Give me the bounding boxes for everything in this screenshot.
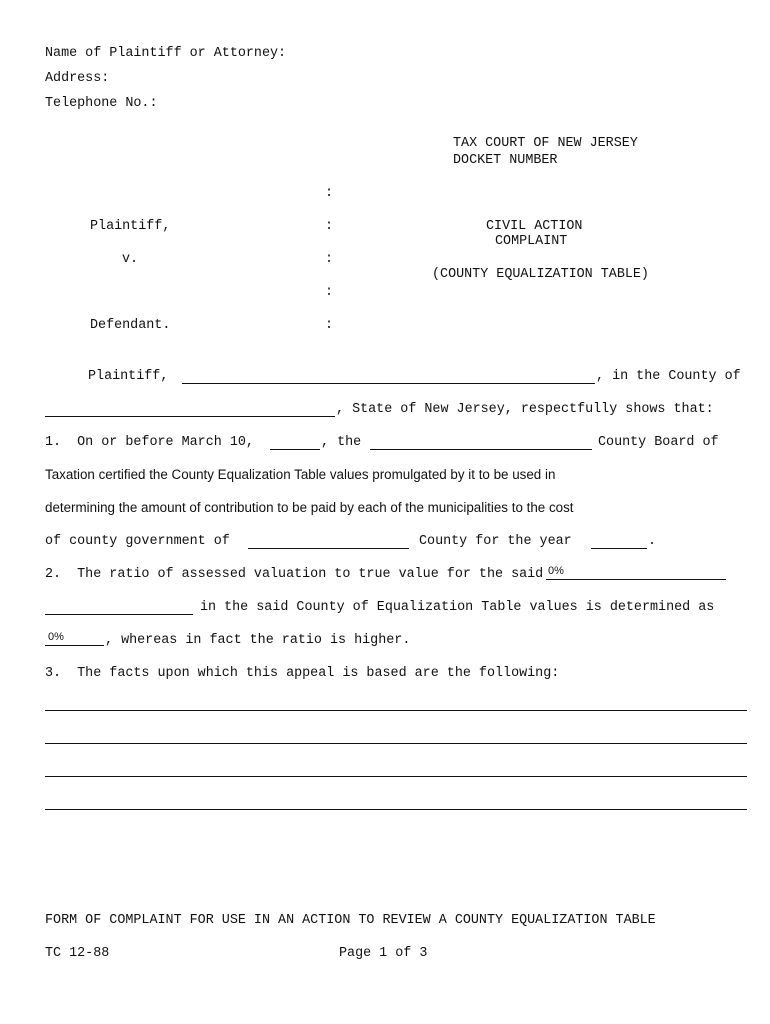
complaint-subtitle: (COUNTY EQUALIZATION TABLE) [432,267,649,282]
ratio-determined-value[interactable]: 0% [48,631,64,643]
para1-line3: determining the amount of contribution to be paid by each of the municipalities to the cost [45,500,574,515]
form-number: TC 12-88 [45,946,110,961]
address-label: Address: [45,71,110,86]
court-name: TAX COURT OF NEW JERSEY [453,136,638,151]
tax-year-field[interactable] [591,534,647,549]
caption-defendant: Defendant. [90,318,171,333]
certification-year-field[interactable] [270,435,320,450]
para1-the: , the [321,435,362,450]
county-for-year-label: County for the year [419,534,572,549]
facts-line-1[interactable] [45,696,747,711]
form-title: FORM OF COMPLAINT FOR USE IN AN ACTION TO REVIEW A COUNTY EQUALIZATION TABLE [45,913,656,928]
plaintiff-intro-label: Plaintiff, [88,369,169,384]
ratio-said-underline [546,579,726,580]
para1-lead: 1. On or before March 10, [45,435,254,450]
complaint-label: COMPLAINT [495,234,568,249]
ratio-said-value[interactable]: 0% [548,565,564,577]
name-label: Name of Plaintiff or Attorney: [45,46,287,61]
state-statement-label: , State of New Jersey, respectfully shows that: [336,402,714,417]
plaintiff-name-field[interactable] [182,369,595,384]
caption-colon: : [325,318,334,333]
caption-colon: : [325,219,334,234]
facts-line-4[interactable] [45,795,747,810]
caption-plaintiff: Plaintiff, [90,219,171,234]
para2-middle: in the said County of Equalization Table values is determined as [200,600,715,615]
civil-action-label: CIVIL ACTION [486,219,583,234]
facts-line-2[interactable] [45,729,747,744]
caption-colon: : [325,252,334,267]
municipality-field[interactable] [45,600,193,615]
caption-colon: : [325,186,334,201]
para3-label: 3. The facts upon which this appeal is based are the following: [45,666,560,681]
para1-line4-lead: of county government of [45,534,230,549]
caption-colon: : [325,285,334,300]
county-board-name-field[interactable] [370,435,592,450]
versus-label: v. [122,252,139,267]
para2-lead: 2. The ratio of assessed valuation to true value for the said [45,567,544,582]
ratio-determined-underline [45,645,104,646]
para1-period: . [648,534,657,549]
docket-number-label: DOCKET NUMBER [453,153,558,168]
in-county-of-label: , in the County of [596,369,741,384]
county-board-label: County Board of [598,435,719,450]
page-number: Page 1 of 3 [339,946,428,961]
county-government-field[interactable] [248,534,409,549]
facts-line-3[interactable] [45,762,747,777]
para2-tail: , whereas in fact the ratio is higher. [105,633,411,648]
telephone-label: Telephone No.: [45,96,158,111]
para1-line2: Taxation certified the County Equalization Table values promulgated by it to be used in [45,467,556,482]
plaintiff-county-field[interactable] [45,402,335,417]
